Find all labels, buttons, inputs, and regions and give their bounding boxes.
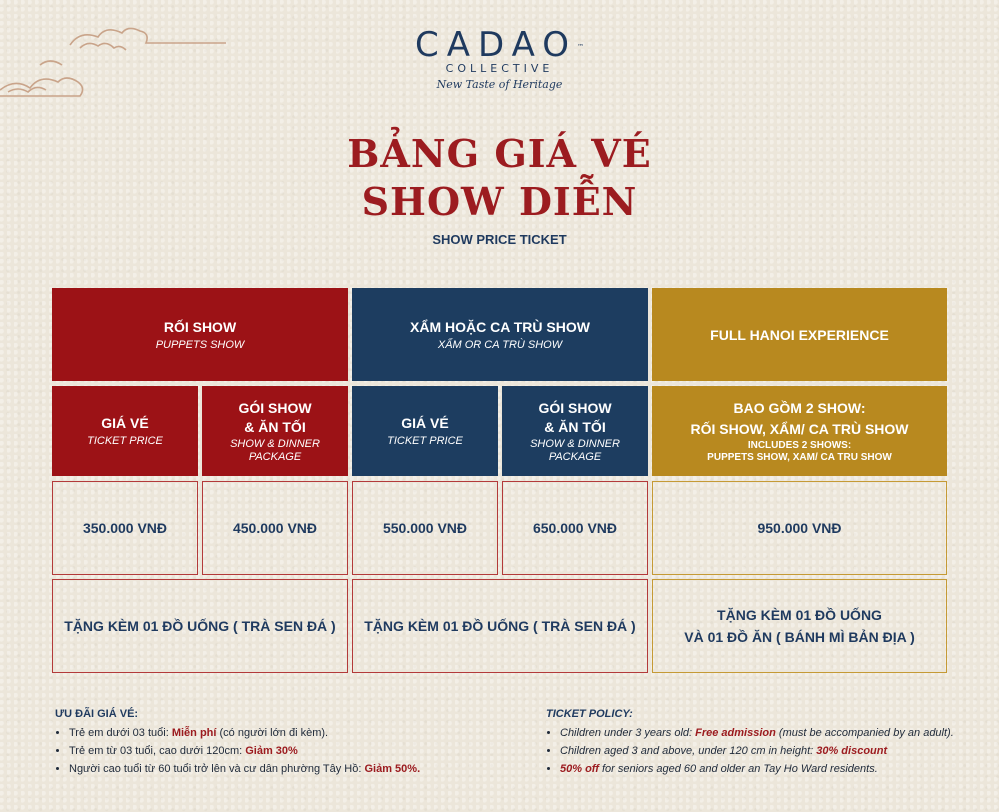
list-item: • Người cao tuổi từ 60 tuổi trở lên và cư dân phường Tây Hồ: Giảm 50%.	[69, 762, 495, 776]
brand-logo	[0, 25, 999, 91]
list-item: • Trẻ em từ 03 tuổi, cao dưới 120cm: Giảm 30%	[69, 744, 495, 758]
notes-vi-heading: ƯU ĐÃI GIÁ VÉ:	[55, 708, 139, 720]
brand-name: CADAO™	[414, 25, 584, 65]
header-full-hanoi-experience: FULL HANOI EXPERIENCE	[652, 288, 947, 381]
price-xam-ticket: 550.000 VNĐ	[352, 481, 498, 575]
list-item: • Children aged 3 and above, under 120 cm in height: 30% discount	[560, 744, 966, 758]
brand-tagline: New Taste of Heritage	[436, 78, 563, 91]
list-item: • Children under 3 years old: Free admission (must be accompanied by an adult).	[560, 726, 966, 740]
subheader-xam-ticket: GIÁ VÉ TICKET PRICE	[352, 386, 498, 476]
ticket-policy-en	[546, 708, 966, 780]
subheader-full-includes: BAO GỒM 2 SHOW: RỐI SHOW, XẨM/ CA TRÙ SHOW INCLUDES 2 SHOWS: PUPPETS SHOW, XAM/ CA TRU SHOW	[652, 386, 947, 476]
header-puppets-show: RỐI SHOW PUPPETS SHOW	[52, 288, 348, 381]
subheader-puppets-package: GÓI SHOW & ĂN TỐI SHOW & DINNER PACKAGE	[202, 386, 348, 476]
price-full-experience: 950.000 VNĐ	[652, 481, 947, 575]
gift-full-experience: TẶNG KÈM 01 ĐỒ UỐNG VÀ 01 ĐỒ ĂN ( BÁNH MÌ BẢN ĐỊA )	[652, 579, 947, 673]
header-xam-ca-tru-show: XẨM HOẶC CA TRÙ SHOW XẨM OR CA TRÙ SHOW	[352, 288, 648, 381]
notes-en-heading: TICKET POLICY:	[546, 708, 633, 720]
price-puppets-ticket: 350.000 VNĐ	[52, 481, 198, 575]
gift-xam: TẶNG KÈM 01 ĐỒ UỐNG ( TRÀ SEN ĐÁ )	[352, 579, 648, 673]
gift-puppets: TẶNG KÈM 01 ĐỒ UỐNG ( TRÀ SEN ĐÁ )	[52, 579, 348, 673]
price-puppets-package: 450.000 VNĐ	[202, 481, 348, 575]
list-item: • 50% off for seniors aged 60 and older an Tay Ho Ward residents.	[560, 762, 966, 776]
page-title: BẢNG GIÁ VÉ SHOW DIỄN	[347, 131, 652, 224]
price-xam-package: 650.000 VNĐ	[502, 481, 648, 575]
page-subtitle: SHOW PRICE TICKET	[432, 232, 567, 247]
discount-notes-vi	[55, 708, 495, 780]
list-item: • Trẻ em dưới 03 tuổi: Miễn phí (có người lớn đi kèm).	[69, 726, 495, 740]
subheader-puppets-ticket: GIÁ VÉ TICKET PRICE	[52, 386, 198, 476]
brand-sub: COLLECTIVE	[445, 62, 554, 75]
subheader-xam-package: GÓI SHOW & ĂN TỐI SHOW & DINNER PACKAGE	[502, 386, 648, 476]
